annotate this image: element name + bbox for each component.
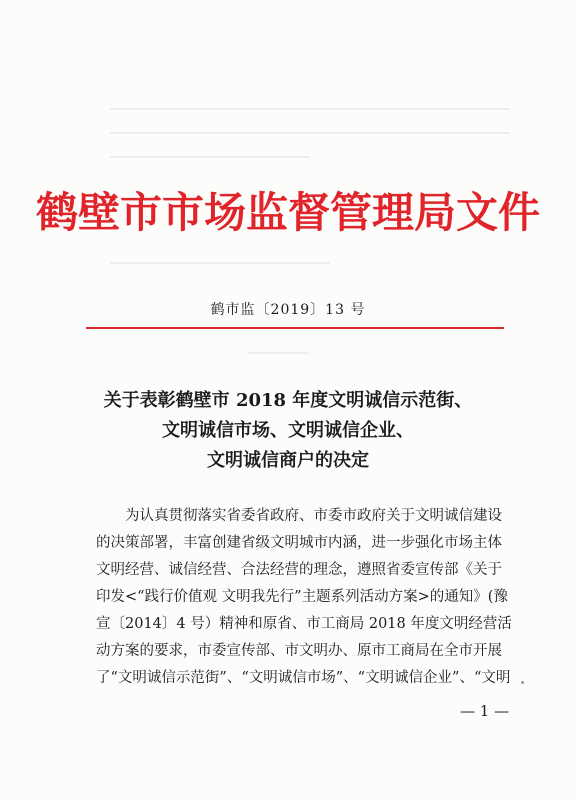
body-line: 文明经营、诚信经营、合法经营的理念，遵照省委宣传部《关于 bbox=[96, 562, 502, 578]
title-line: 文明诚信市场、文明诚信企业、 bbox=[162, 420, 414, 441]
body-line: 印发<“践行价值观 文明我先行”主题系列活动方案>的通知》(豫 bbox=[96, 589, 508, 605]
show-through-line bbox=[248, 352, 308, 354]
body-line: 的决策部署，丰富创建省级文明城市内涵，进一步强化市场主体 bbox=[96, 535, 502, 551]
body-line: 动方案的要求，市委宣传部、市文明办、原市工商局在全市开展 bbox=[96, 643, 502, 659]
show-through-line bbox=[110, 262, 330, 264]
document-header-title: 鹤壁市市场监督管理局文件 bbox=[35, 188, 540, 237]
red-divider-line bbox=[86, 327, 504, 329]
show-through-line bbox=[110, 156, 310, 158]
body-paragraph bbox=[96, 503, 516, 692]
body-line: 为认真贯彻落实省委省政府、市委市政府关于文明诚信建设 bbox=[96, 508, 502, 524]
page-number: — 1 — bbox=[460, 702, 510, 720]
show-through-line bbox=[110, 108, 510, 110]
title-line: 关于表彰鹤壁市 2018 年度文明诚信示范街、 bbox=[103, 390, 473, 411]
show-through-line bbox=[110, 132, 510, 134]
body-line: 了“文明诚信示范街”、“文明诚信市场”、“文明诚信企业”、“文明 bbox=[96, 670, 511, 686]
body-line: 宣〔2014〕4 号）精神和原省、市工商局 2018 年度文明经营活 bbox=[96, 616, 512, 632]
decision-title bbox=[0, 386, 576, 476]
paper-speck bbox=[521, 681, 524, 684]
title-line: 文明诚信商户的决定 bbox=[207, 450, 369, 471]
document-number: 鹤市监〔2019〕13 号 bbox=[210, 302, 366, 318]
